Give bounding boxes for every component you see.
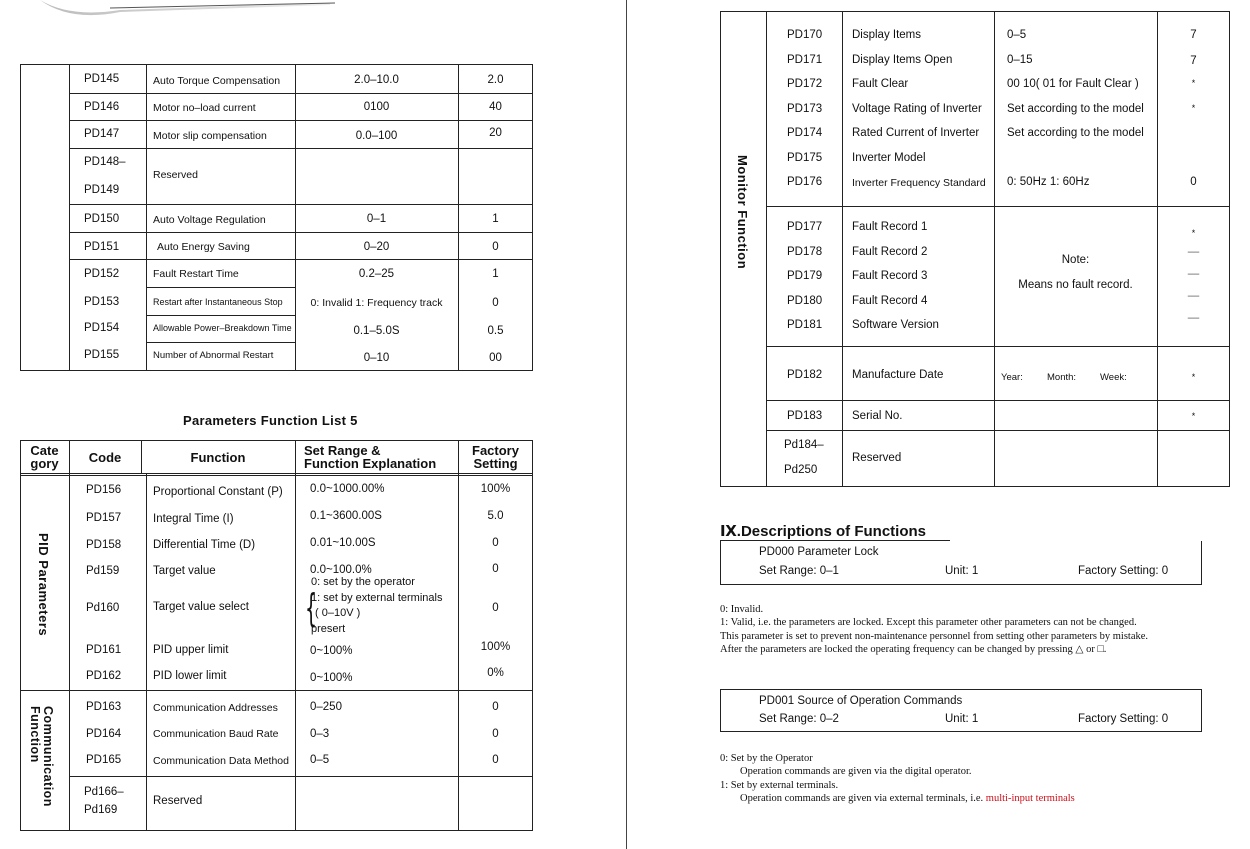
- table-row-code: PD153: [84, 296, 120, 308]
- table-row-code: PD178: [787, 246, 823, 258]
- table-row-setting: 7: [1190, 29, 1197, 41]
- table-row-setting: 20: [489, 127, 502, 139]
- desc-line: 1: Set by external terminals.: [720, 779, 839, 791]
- table-row-code: PD146: [84, 101, 120, 113]
- table-row-range: 0–20: [363, 241, 390, 253]
- header-range-2: Function Explanation: [304, 456, 437, 471]
- table-row-code: PD147: [84, 128, 120, 140]
- table-row-code: PD162: [86, 670, 122, 682]
- table-row-setting: 0: [492, 537, 499, 549]
- table-row-setting: *: [1191, 411, 1196, 421]
- table-row-setting: 0: [492, 728, 499, 740]
- header-setting-1: Factory: [472, 443, 519, 458]
- header-code: Code: [88, 450, 122, 465]
- param-box-range: Set Range: 0–1: [759, 565, 839, 577]
- range-line: 1: set by external terminals: [311, 592, 443, 604]
- table-row-setting: 0: [492, 241, 499, 253]
- table-row-code-end: Pd250: [784, 464, 818, 476]
- table-row-code: PD150: [84, 213, 120, 225]
- table-row-code: PD161: [86, 644, 122, 656]
- param-box-title: PD001 Source of Operation Commands: [759, 695, 963, 707]
- table-row-function: Serial No.: [852, 410, 903, 422]
- table-row-function: Target value select: [153, 601, 249, 613]
- param-box-factory: Factory Setting: 0: [1078, 565, 1169, 577]
- desc-line: This parameter is set to prevent non-maintenance personnel from setting other parameters by mistake.: [720, 630, 1149, 642]
- table-row-code: PD165: [86, 754, 122, 766]
- table-row-function: Auto Torque Compensation: [153, 75, 281, 87]
- table-row-function: Reserved: [153, 169, 198, 181]
- table-row-setting: 100%: [480, 483, 511, 495]
- table-row-function: Fault Record 3: [852, 270, 928, 282]
- param-box-range: Set Range: 0–2: [759, 713, 839, 725]
- range-line: presert: [311, 623, 346, 635]
- table-row-function: Inverter Model: [852, 152, 926, 164]
- table-row-code: PD176: [787, 176, 823, 188]
- table-row-setting: 7: [1190, 55, 1197, 67]
- param-box-unit: Unit: 1: [945, 713, 979, 725]
- table-row-function: Fault Record 2: [852, 246, 928, 258]
- table-row-setting: 40: [489, 101, 502, 113]
- table-row-range: 0: 50Hz 1: 60Hz: [1007, 176, 1090, 188]
- table-row-code: PD145: [84, 73, 120, 85]
- table-row-function: Restart after Instantaneous Stop: [153, 297, 283, 307]
- table-row-code: PD155: [84, 349, 120, 361]
- table-row-setting: 0: [492, 754, 499, 766]
- table-row-setting: 1: [492, 213, 499, 225]
- table-row-setting: 0: [492, 701, 499, 713]
- desc-line: 0: Invalid.: [720, 604, 764, 615]
- table-row-range: 0.1~3600.00S: [310, 510, 382, 522]
- table-row-range: Set according to the model: [1007, 127, 1144, 139]
- table-row-code: Pd166–: [84, 786, 124, 798]
- table-row-function: Communication Addresses: [153, 702, 278, 714]
- table-row-code: PD152: [84, 268, 120, 280]
- table-row-setting: 1: [492, 268, 499, 280]
- table-row-code: Pd159: [86, 565, 120, 577]
- table-row-function: Manufacture Date: [852, 369, 944, 381]
- table-row-function: Communication Baud Rate: [153, 728, 279, 740]
- table-row-function: Motor no–load current: [153, 102, 256, 114]
- table-row-code: PD158: [86, 539, 122, 551]
- table-row-function: Integral Time (I): [153, 513, 234, 525]
- table-row-range: 0.01~10.00S: [310, 537, 376, 549]
- table-row-function: Proportional Constant (P): [153, 486, 283, 498]
- desc-line-with-link: [720, 792, 1075, 805]
- table-row-code: PD174: [787, 127, 823, 139]
- description-pd001: [720, 752, 1075, 806]
- table-row-function: Fault Clear: [852, 78, 909, 90]
- table-row-setting: 0: [492, 297, 499, 309]
- param-box-unit: Unit: 1: [945, 565, 979, 577]
- table-row-code-end: Pd169: [84, 804, 118, 816]
- table-row-code: PD154: [84, 322, 120, 334]
- table-row-function: Reserved: [153, 795, 203, 807]
- table-row-setting: *: [1191, 78, 1196, 88]
- range-line: ( 0–10V ): [315, 607, 361, 619]
- date-year-label: Year:: [1001, 372, 1023, 383]
- table-row-code: PD163: [86, 701, 122, 713]
- table-row-range: 0–5: [310, 754, 330, 766]
- table-row-function: Rated Current of Inverter: [852, 127, 980, 139]
- desc-text: Operation commands are given via external terminals, i.e.: [740, 793, 986, 805]
- table-row-code: Pd160: [86, 602, 120, 614]
- table-row-code: PD180: [787, 295, 823, 307]
- table-row-setting: 0.5: [487, 325, 504, 337]
- table-row-code-end: PD149: [84, 184, 120, 196]
- table-row-function: Motor slip compensation: [153, 130, 267, 142]
- table-row-range: 0.2–25: [358, 268, 395, 280]
- table-row-range: 0100: [363, 101, 390, 113]
- table-row-range: 0: Invalid 1: Frequency track: [310, 297, 443, 309]
- table-row-function: Fault Record 1: [852, 221, 928, 233]
- table-row-function: Number of Abnormal Restart: [153, 350, 274, 361]
- table-row-setting: *: [1191, 372, 1196, 382]
- table-row-setting: *: [1191, 228, 1196, 238]
- table-row-function: Inverter Frequency Standard: [852, 177, 986, 189]
- note-title: Note:: [1061, 254, 1090, 266]
- table-row-range: 0–3: [310, 728, 330, 740]
- table-row-code: PD148–: [84, 156, 126, 168]
- table-row-code: PD157: [86, 512, 122, 524]
- table-row-setting: —: [1187, 290, 1200, 302]
- table-row-code: PD173: [787, 103, 823, 115]
- table-row-range: 0.1–5.0S: [353, 325, 400, 337]
- table-row-function: Communication Data Method: [153, 755, 289, 767]
- list5-title: Parameters Function List 5: [183, 413, 358, 428]
- table-row-code: PD172: [787, 78, 823, 90]
- table-row-function: Auto Voltage Regulation: [153, 214, 266, 226]
- table-row-range: 0.0~1000.00%: [310, 483, 385, 495]
- header-function: Function: [190, 450, 246, 465]
- desc-line: 0: Set by the Operator: [720, 753, 813, 764]
- category-monitor-function: Monitor Function: [735, 155, 750, 270]
- table-row-range: 0.0~100.0%: [310, 564, 372, 576]
- table-row-code: Pd184–: [784, 439, 824, 451]
- table-row-function: Differential Time (D): [153, 539, 256, 551]
- table-row-range: 0–5: [1007, 29, 1027, 41]
- table-row-function: Display Items Open: [852, 54, 953, 66]
- table-row-code: PD181: [787, 319, 823, 331]
- table-row-range: 0–1: [366, 213, 387, 225]
- table-row-function: PID upper limit: [153, 644, 229, 656]
- table-row-range: 00 10( 01 for Fault Clear ): [1007, 78, 1139, 90]
- table-row-range: 0.0–100: [355, 130, 398, 142]
- header-range-1: Set Range &: [304, 443, 381, 458]
- table-row-setting: 100%: [480, 641, 511, 653]
- header-swoosh-decoration: [30, 0, 340, 18]
- table-row-code: PD179: [787, 270, 823, 282]
- param-box-factory: Factory Setting: 0: [1078, 713, 1169, 725]
- table-row-code: PD182: [787, 369, 823, 381]
- table-row-function: Voltage Rating of Inverter: [852, 103, 982, 115]
- table-row-setting: 0: [1190, 176, 1197, 188]
- desc-line: Operation commands are given via the digital operator.: [740, 766, 972, 778]
- date-month-label: Month:: [1047, 372, 1077, 383]
- section-title: Ⅸ.Descriptions of Functions: [720, 524, 950, 541]
- table-row-setting: 0: [492, 602, 499, 614]
- table-row-setting: 2.0: [487, 74, 504, 86]
- table-row-setting: —: [1187, 246, 1200, 258]
- table-row-range: 2.0–10.0: [354, 74, 399, 86]
- note-text: Means no fault record.: [1018, 279, 1133, 291]
- table-row-code: PD175: [787, 152, 823, 164]
- table-row-range: 0–250: [310, 701, 342, 713]
- table-row-code: PD164: [86, 728, 122, 740]
- table-row-code: PD171: [787, 54, 823, 66]
- table-row-setting: *: [1191, 103, 1196, 113]
- table-row-function: Target value: [153, 565, 216, 577]
- table-row-range: 0~100%: [310, 645, 353, 657]
- table-row-function: Display Items: [852, 29, 922, 41]
- table-row-code: PD177: [787, 221, 823, 233]
- category-communication-function: Function: [28, 706, 42, 763]
- table-row-function: Software Version: [852, 319, 939, 331]
- page-divider: [626, 0, 627, 849]
- table-row-range: 0–10: [363, 352, 390, 364]
- table-row-setting: 00: [489, 352, 502, 364]
- header-category-1: Cate: [30, 443, 59, 458]
- category-communication: Communication: [41, 706, 55, 807]
- range-line: 0: set by the operator: [311, 576, 415, 588]
- table-row-function: Fault Record 4: [852, 295, 928, 307]
- table-row-function: Auto Energy Saving: [157, 241, 250, 253]
- header-category-2: gory: [30, 456, 59, 471]
- table-row-setting: 5.0: [487, 510, 504, 522]
- brace-icon: {: [305, 586, 318, 630]
- table-row-function: Reserved: [852, 452, 902, 464]
- table-row-function: Allowable Power–Breakdown Time: [153, 323, 292, 333]
- multi-input-terminals-link[interactable]: multi-input terminals: [985, 793, 1075, 805]
- param-box-title: PD000 Parameter Lock: [759, 546, 879, 558]
- date-week-label: Week:: [1100, 372, 1127, 383]
- table-row-setting: 0: [492, 563, 499, 575]
- table-row-code: PD151: [84, 241, 120, 253]
- table-row-code: PD170: [787, 29, 823, 41]
- table-row-function: Fault Restart Time: [153, 268, 239, 280]
- table-row-range: 0~100%: [310, 672, 353, 684]
- category-pid-parameters: PID Parameters: [36, 533, 51, 637]
- table-row-range: 0–15: [1007, 54, 1033, 66]
- table-row-setting: 0%: [487, 667, 504, 679]
- desc-line: After the parameters are locked the operating frequency can be changed by pressing △ or □.: [720, 644, 1107, 656]
- table-row-range: Set according to the model: [1007, 103, 1144, 115]
- header-setting-2: Setting: [473, 456, 518, 471]
- table-row-setting: —: [1187, 268, 1200, 280]
- table-row-function: PID lower limit: [153, 670, 227, 682]
- table-row-code: PD156: [86, 484, 122, 496]
- desc-line: 1: Valid, i.e. the parameters are locked. Except this parameter other parameters can not be changed.: [720, 617, 1137, 629]
- table-row-code: PD183: [787, 410, 823, 422]
- table-row-setting: —: [1187, 312, 1200, 324]
- description-pd000: [720, 603, 1148, 657]
